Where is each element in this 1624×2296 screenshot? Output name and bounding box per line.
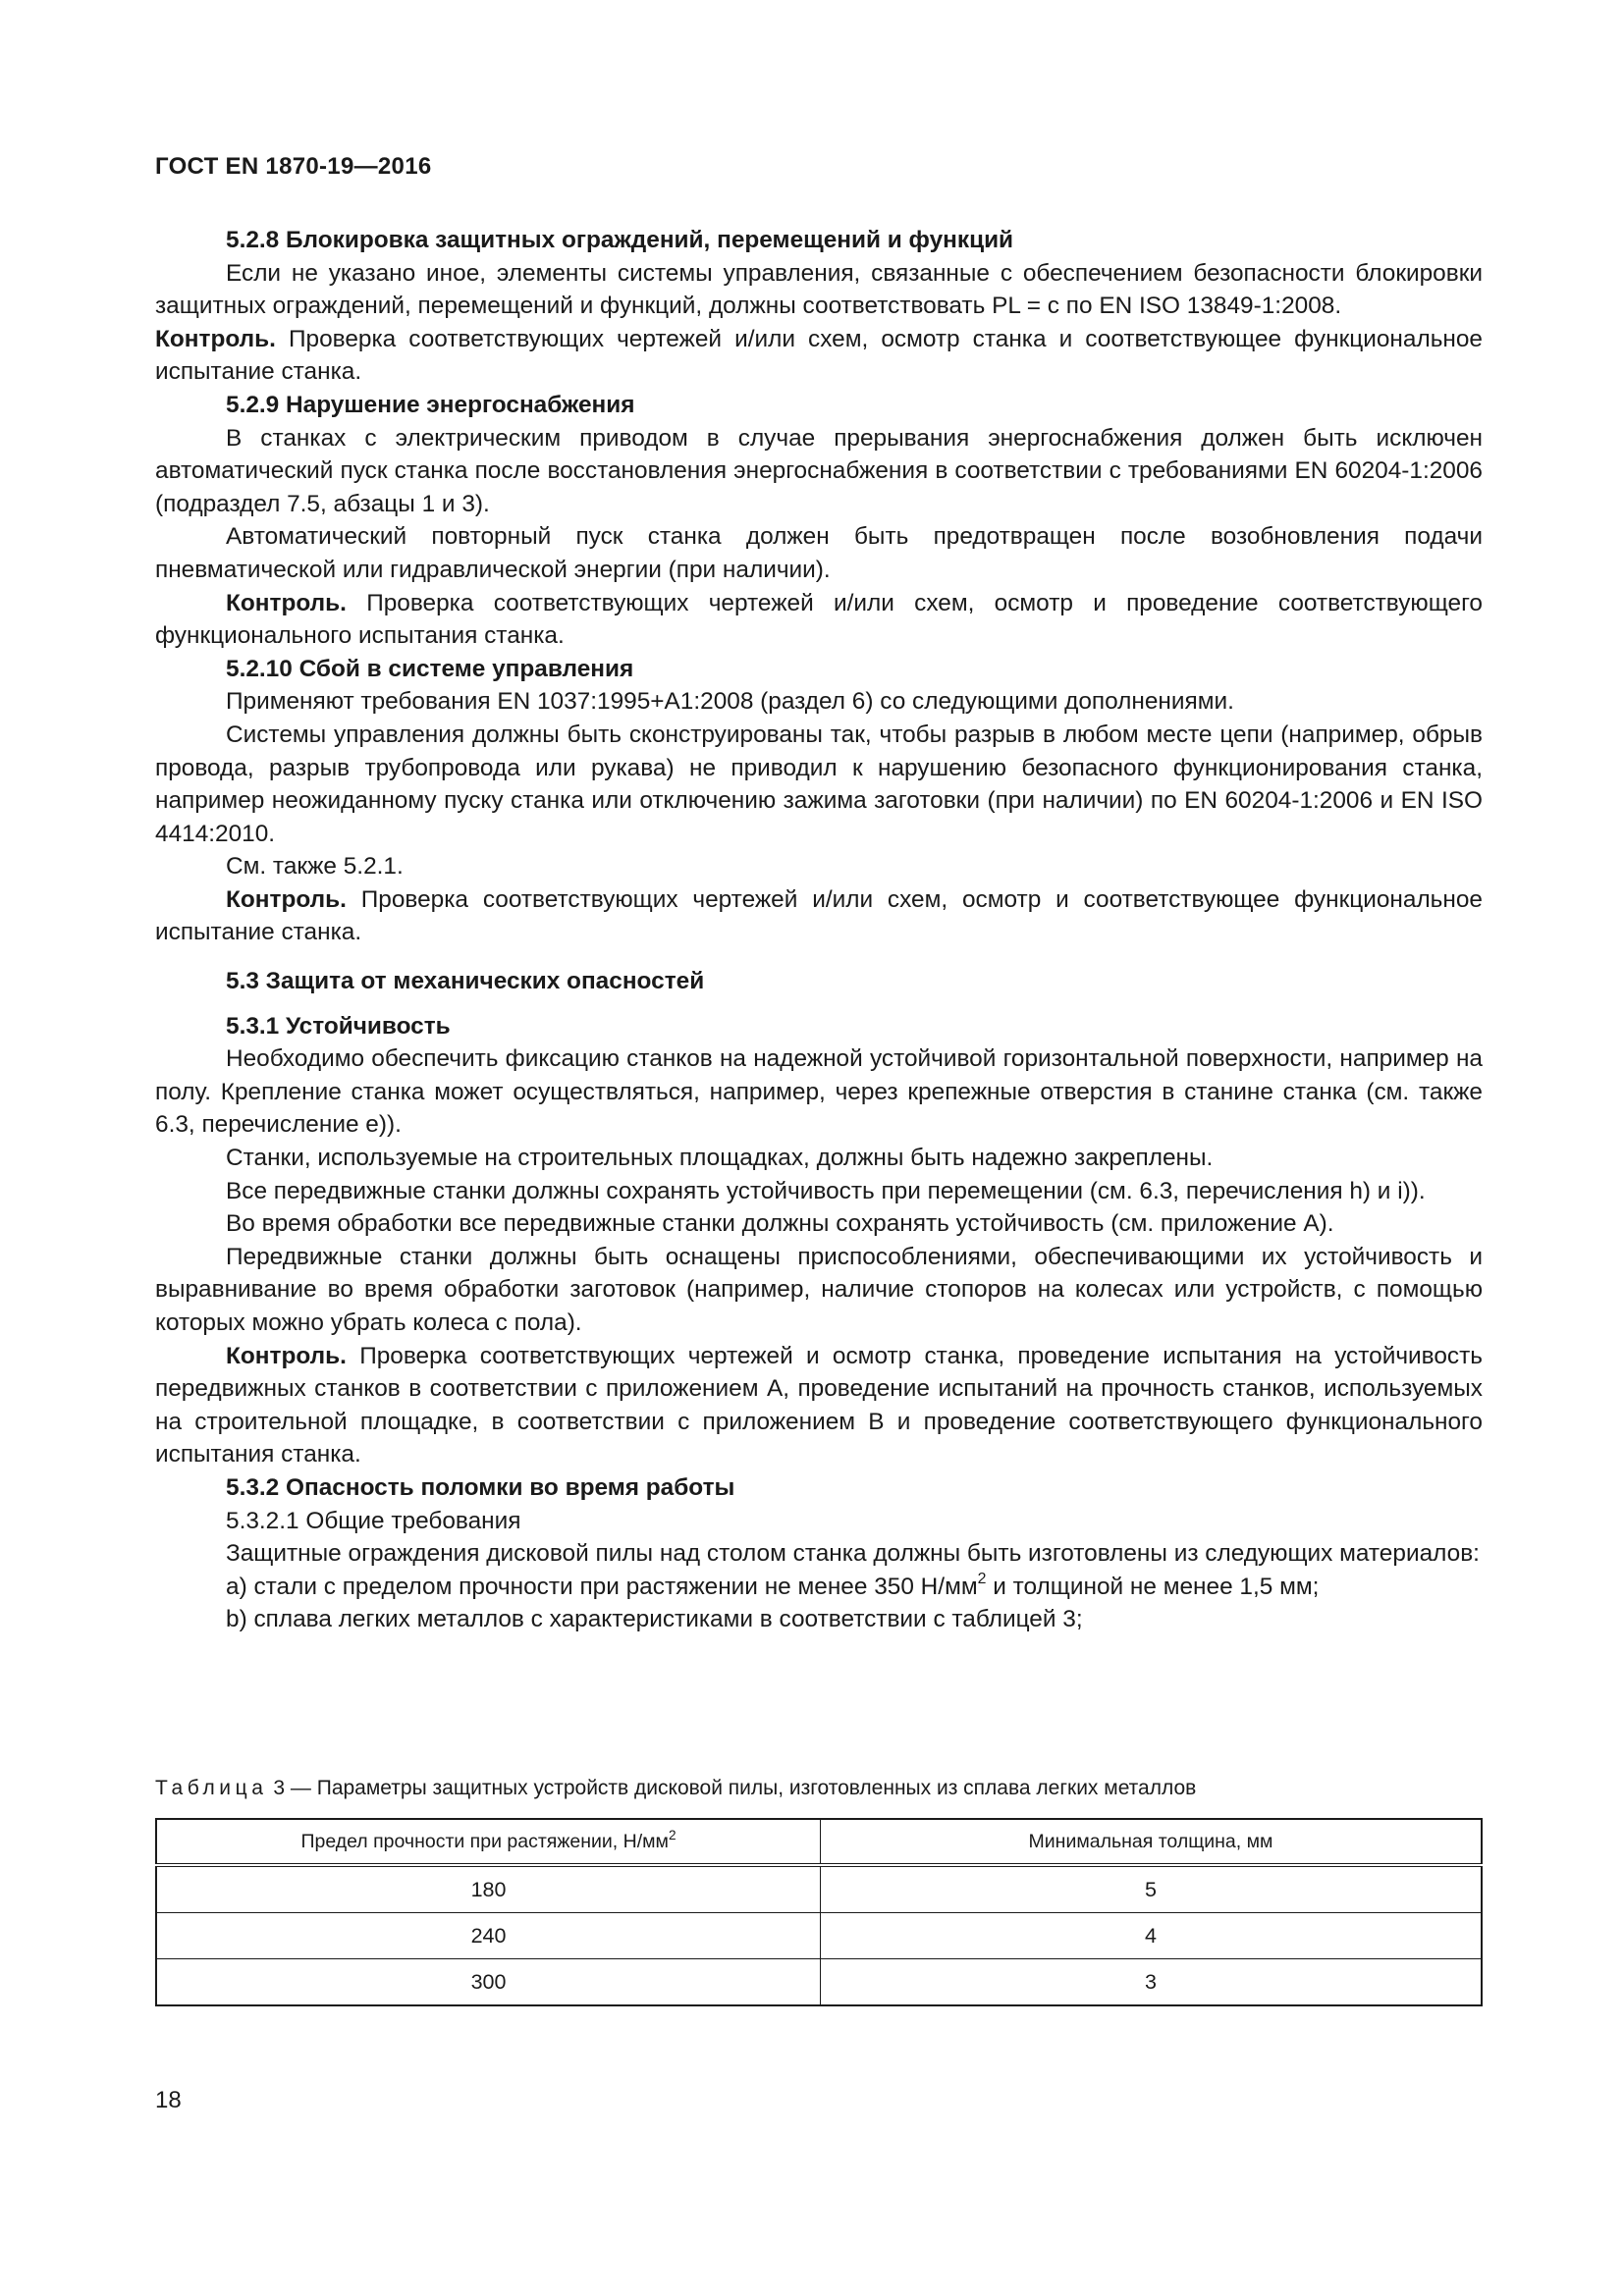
page-number: 18 — [155, 2087, 182, 2113]
table-cell-strength: 300 — [156, 1959, 821, 2006]
control-label: Контроль. — [155, 325, 276, 352]
table-3 — [155, 1818, 1483, 2006]
list-item-a-text: a) стали с пределом прочности при растяжении не менее 350 Н/мм — [226, 1573, 978, 1600]
control-paragraph — [155, 1340, 1483, 1471]
table-cell-strength: 240 — [156, 1913, 821, 1959]
control-text: Проверка соответствующих чертежей и осмотр станка, проведение испытания на устойчивость передвижных станков в соответствии с приложением А, проведение испытаний на прочность станков, используемых на строительной площадке, в соответствии с приложением В и проведение соответствующего функционального испытания станка. — [155, 1342, 1483, 1468]
table-cell-strength: 180 — [156, 1865, 821, 1913]
table-caption-text: 3 — Параметры защитных устройств дисковой пилы, изготовленных из сплава легких металлов — [267, 1777, 1197, 1799]
superscript: 2 — [668, 1827, 677, 1842]
document-body — [155, 224, 1483, 1636]
table-cell-thickness: 4 — [821, 1913, 1483, 1959]
paragraph: Во время обработки все передвижные станки должны сохранять устойчивость (см. приложение А). — [226, 1210, 1334, 1238]
paragraph: Автоматический повторный пуск станка должен быть предотвращен после возобновления подачи пневматической или гидравлической энергии (при наличии). — [155, 523, 1483, 583]
control-paragraph — [155, 323, 1483, 389]
paragraph: Защитные ограждения дисковой пилы над столом станка должны быть изготовлены из следующих материалов: — [226, 1540, 1480, 1568]
section-heading-5-3-2: 5.3.2 Опасность поломки во время работы — [226, 1473, 735, 1501]
table-header-thickness: Минимальная толщина, мм — [821, 1819, 1483, 1865]
paragraph: В станках с электрическим приводом в случае прерывания энергоснабжения должен быть исключен автоматический пуск станка после восстановления энергоснабжения в соответствии с требованиями EN 60204-1:2006 (подраздел 7.5, абзацы 1 и 3). — [155, 424, 1483, 517]
control-paragraph — [155, 587, 1483, 653]
list-item-a-text-end: и толщиной не менее 1,5 мм; — [986, 1573, 1320, 1600]
control-text: Проверка соответствующих чертежей и/или схем, осмотр и проведение соответствующего функционального испытания станка. — [155, 589, 1483, 650]
table-row — [156, 1865, 1482, 1913]
section-heading-5-3: 5.3 Защита от механических опасностей — [226, 968, 705, 995]
subsection-heading-5-3-2-1: 5.3.2.1 Общие требования — [226, 1507, 521, 1534]
control-label: Контроль. — [226, 885, 347, 913]
table-caption-label: Таблица — [155, 1777, 268, 1799]
section-heading-5-2-9: 5.2.9 Нарушение энергоснабжения — [226, 391, 635, 418]
section-heading-5-3-1: 5.3.1 Устойчивость — [226, 1012, 451, 1040]
superscript: 2 — [977, 1570, 987, 1587]
table-cell-thickness: 5 — [821, 1865, 1483, 1913]
paragraph: Если не указано иное, элементы системы управления, связанные с обеспечением безопасности блокировки защитных ограждений, перемещений и функций, должны соответствовать PL = c по EN ISO 13849-1:2008. — [155, 259, 1483, 320]
table-row — [156, 1959, 1482, 2006]
paragraph: Все передвижные станки должны сохранять устойчивость при перемещении (см. 6.3, перечисления h) и i)). — [226, 1177, 1426, 1204]
table-row — [156, 1913, 1482, 1959]
paragraph: Системы управления должны быть сконструированы так, чтобы разрыв в любом месте цепи (например, обрыв провода, разрыв трубопровода или рукава) не приводил к нарушению безопасного функционирования станка, например неожиданному пуску станка или отключению зажима заготовки (при наличии) по EN 60204-1:2006 и EN ISO 4414:2010. — [155, 721, 1483, 847]
paragraph: Необходимо обеспечить фиксацию станков на надежной устойчивой горизонтальной поверхности, например на полу. Крепление станка может осуществляться, например, через крепежные отверстия в станине станка (см. также 6.3, перечисление е)). — [155, 1045, 1483, 1139]
paragraph: См. также 5.2.1. — [226, 853, 404, 881]
list-item — [155, 1571, 1483, 1604]
section-heading-5-2-8: 5.2.8 Блокировка защитных ограждений, перемещений и функций — [226, 227, 1014, 253]
table-cell-thickness: 3 — [821, 1959, 1483, 2006]
paragraph: Станки, используемые на строительных площадках, должны быть надежно закреплены. — [226, 1145, 1214, 1172]
document-header: ГОСТ EN 1870-19—2016 — [155, 153, 432, 180]
paragraph: Применяют требования EN 1037:1995+A1:2008 (раздел 6) со следующими дополнениями. — [226, 688, 1234, 716]
section-heading-5-2-10: 5.2.10 Сбой в системе управления — [226, 655, 634, 682]
control-text: Проверка соответствующих чертежей и/или схем, осмотр станка и соответствующее функциональное испытание станка. — [155, 325, 1483, 386]
table-header-row — [156, 1819, 1482, 1865]
table-caption — [155, 1775, 1483, 1802]
list-item: b) сплава легких металлов с характеристиками в соответствии с таблицей 3; — [226, 1606, 1083, 1633]
control-paragraph — [155, 883, 1483, 949]
control-text: Проверка соответствующих чертежей и/или схем, осмотр и соответствующее функциональное испытание станка. — [155, 885, 1483, 946]
control-label: Контроль. — [226, 589, 347, 616]
table-header-strength — [156, 1819, 821, 1865]
table-header-strength-label: Предел прочности при растяжении, Н/мм — [300, 1830, 669, 1852]
control-label: Контроль. — [226, 1342, 347, 1369]
paragraph: Передвижные станки должны быть оснащены приспособлениями, обеспечивающими их устойчивость и выравнивание во время обработки заготовок (например, наличие стопоров на колесах или устройств, с помощью которых можно убрать колеса с пола). — [155, 1243, 1483, 1336]
